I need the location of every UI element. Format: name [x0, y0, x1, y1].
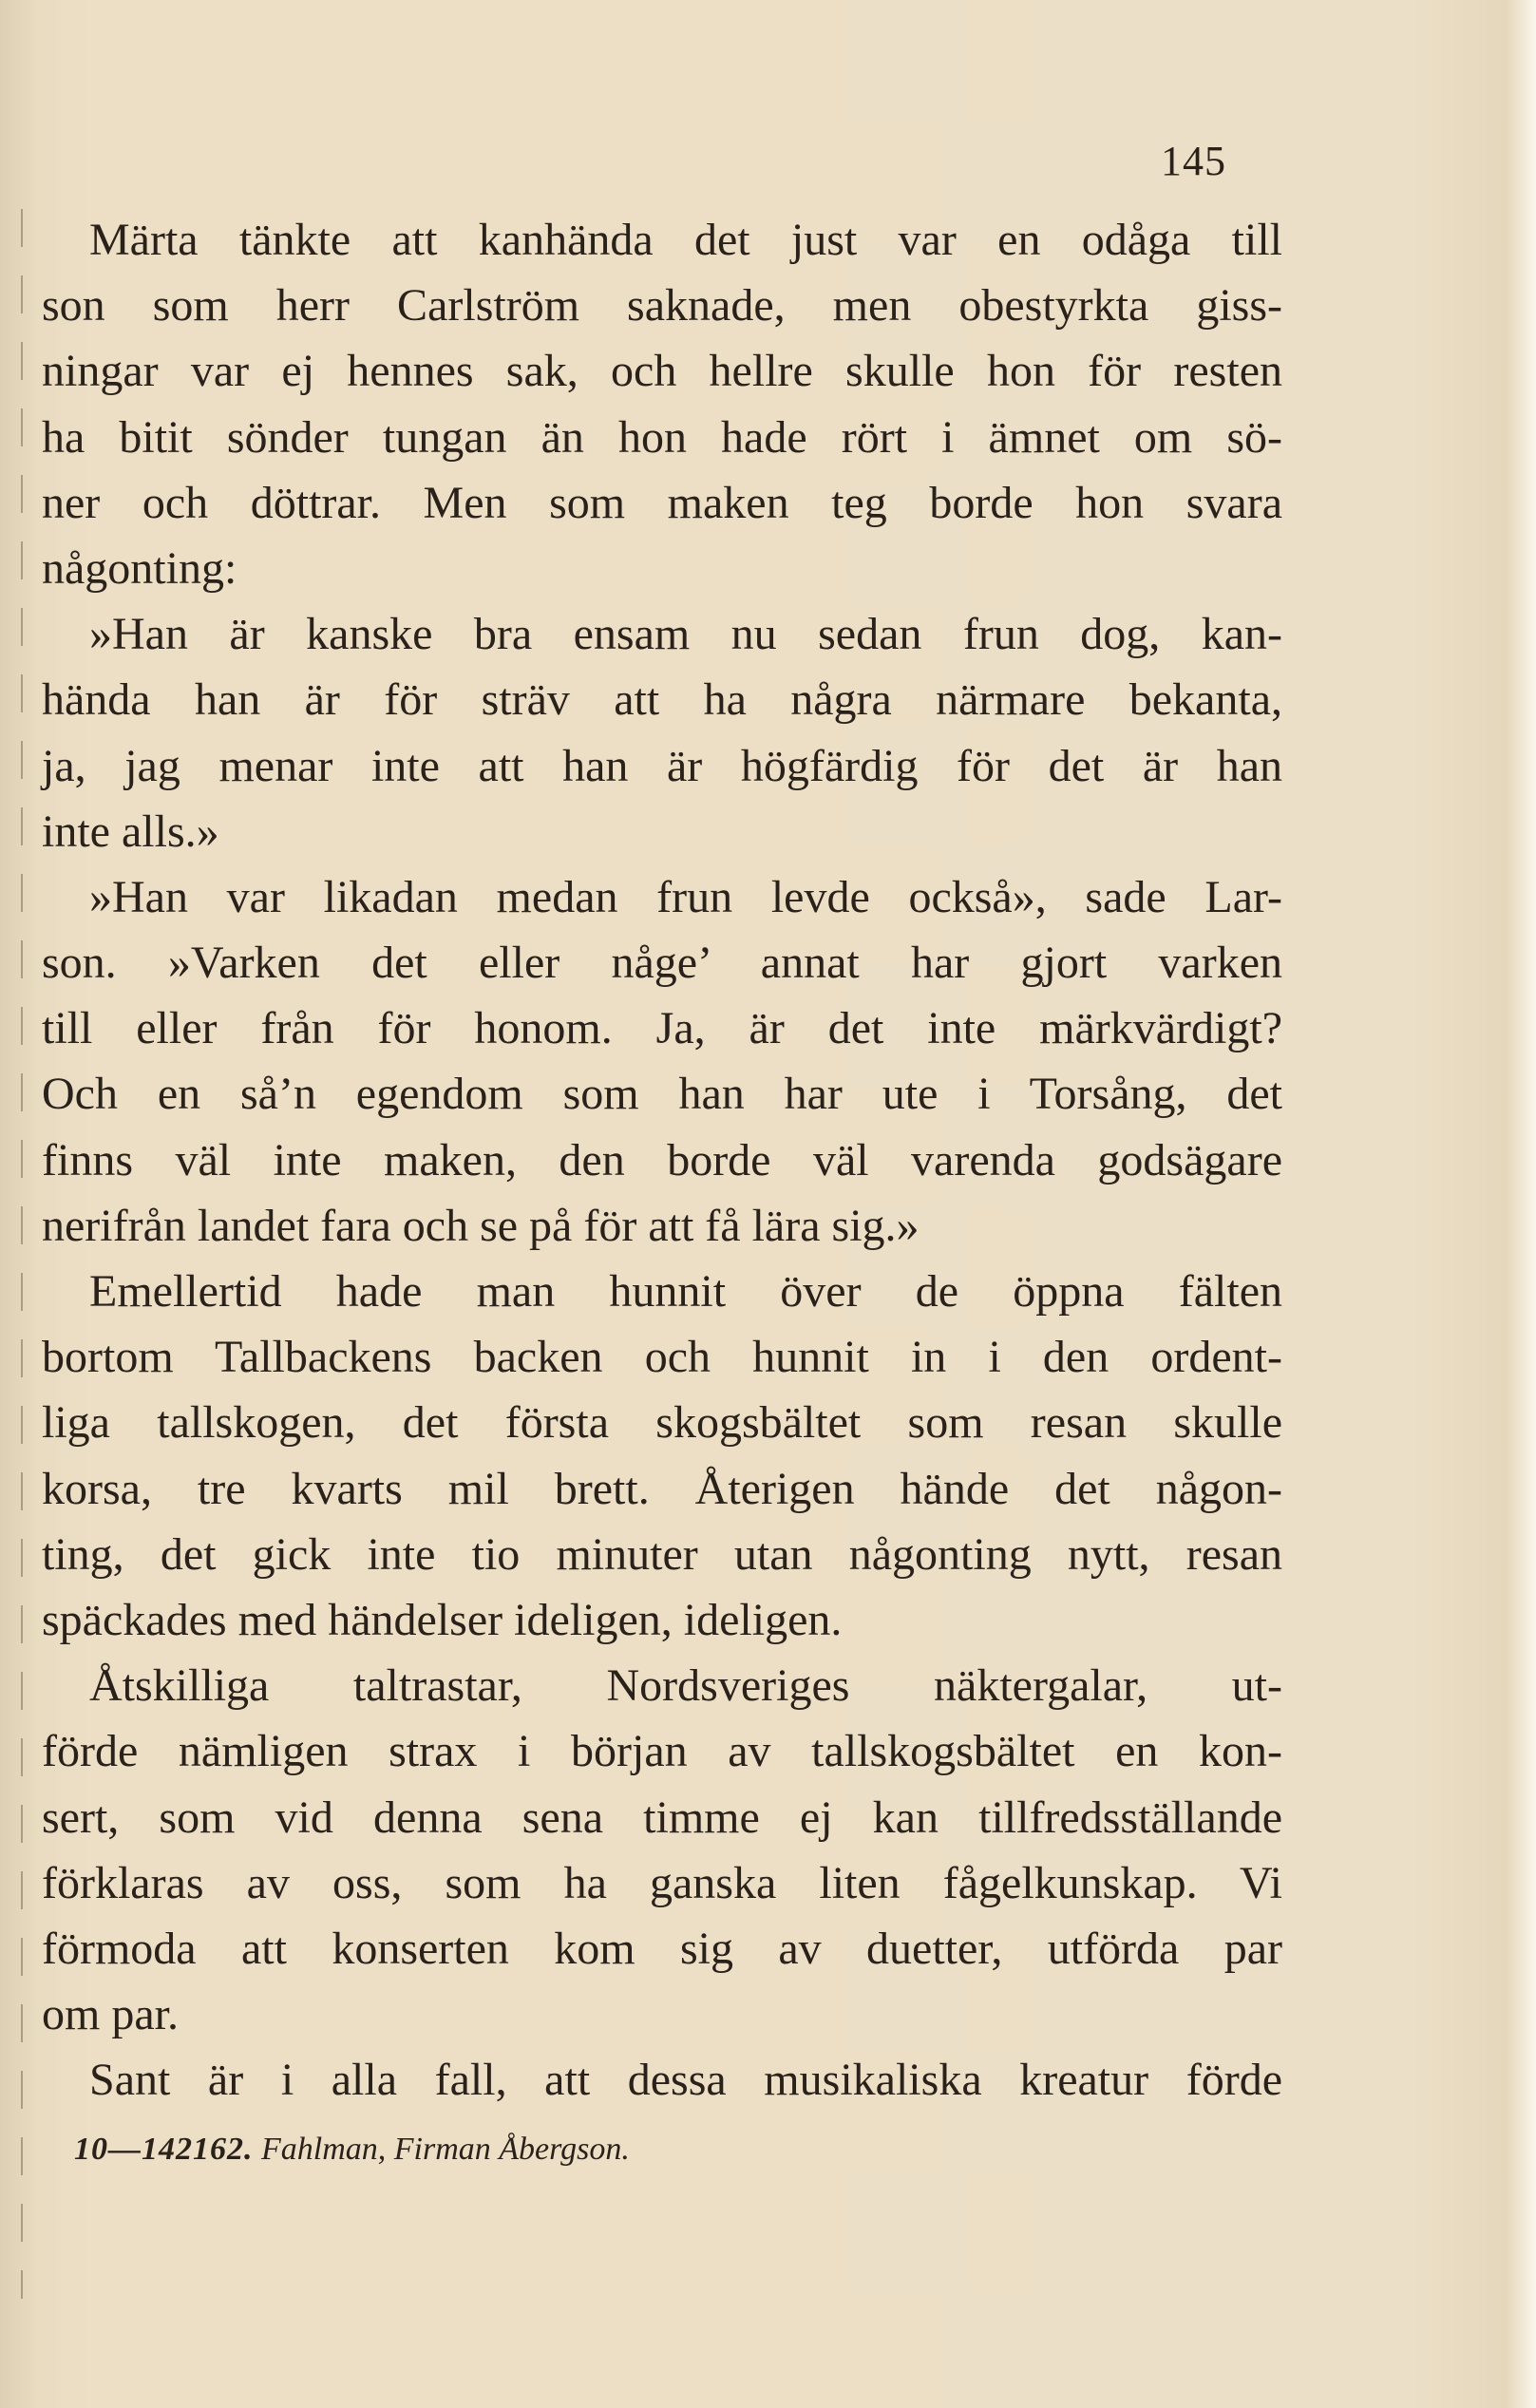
text-line: ningar var ej hennes sak, och hellre skulle hon för resten: [42, 346, 1282, 397]
text-line: om par.: [42, 1989, 179, 2040]
signature-mark: 10—142162.: [74, 2132, 254, 2167]
text-line: ting, det gick inte tio minuter utan någonting nytt, resan: [42, 1528, 1282, 1580]
text-line: liga tallskogen, det första skogsbältet som resan skulle: [42, 1397, 1282, 1449]
text-line: »Han var likadan medan frun levde också», sade Lar-: [89, 871, 1282, 922]
page-number: 145: [1161, 138, 1226, 184]
text-line: »Han är kanske bra ensam nu sedan frun dog, kan-: [89, 609, 1282, 660]
text-line: förklaras av oss, som ha ganska liten fågelkunskap. Vi: [42, 1857, 1282, 1908]
text-line: korsa, tre kvarts mil brett. Återigen hände det någon-: [42, 1463, 1282, 1514]
text-line: sert, som vid denna sena timme ej kan tillfredsställande: [42, 1792, 1282, 1843]
text-line: hända han är för sträv att ha några närmare bekanta,: [42, 674, 1282, 726]
text-line: ha bitit sönder tungan än hon hade rört i ämnet om sö-: [42, 411, 1282, 463]
text-line: späckades med händelser ideligen, ideligen.: [42, 1594, 843, 1645]
text-line: Åtskilliga taltrastar, Nordsveriges näktergalar, ut-: [89, 1660, 1282, 1712]
text-line: ja, jag menar inte att han är högfärdig för det är han: [42, 740, 1282, 791]
text-line: son. »Varken det eller någe’ annat har gjort varken: [42, 938, 1282, 989]
text-line: finns väl inte maken, den borde väl varenda godsägare: [42, 1134, 1282, 1185]
text-line: ner och döttrar. Men som maken teg borde hon svara: [42, 477, 1282, 528]
text-line: Märta tänkte att kanhända det just var en odåga till: [89, 215, 1282, 265]
text-line: Emellertid hade man hunnit över de öppna fälten: [89, 1266, 1282, 1317]
page-right-edge: [1508, 0, 1536, 2408]
text-line: förmoda att konserten kom sig av duetter, utförda par: [42, 1923, 1282, 1974]
body-text: [42, 207, 1282, 2113]
text-line: son som herr Carlström saknade, men obestyrkta giss-: [42, 280, 1282, 332]
text-line: inte alls.»: [42, 806, 219, 857]
signature-names: Fahlman, Firman Åbergson.: [261, 2132, 630, 2167]
text-line: förde nämligen strax i början av tallskogsbältet en kon-: [42, 1726, 1282, 1777]
text-line: till eller från för honom. Ja, är det inte märkvärdigt?: [42, 1003, 1282, 1054]
printer-signature: [74, 2128, 630, 2171]
page-left-edge: [0, 0, 34, 2408]
text-line: Och en så’n egendom som han har ute i Torsång, det: [42, 1069, 1282, 1120]
text-line: bortom Tallbackens backen och hunnit in i den ordent-: [42, 1332, 1282, 1383]
text-line: nerifrån landet fara och se på för att få lära sig.»: [42, 1200, 920, 1251]
text-line: någonting:: [42, 542, 237, 594]
binding-shadow: [21, 209, 23, 2299]
text-line: Sant är i alla fall, att dessa musikaliska kreatur förde: [89, 2055, 1282, 2106]
